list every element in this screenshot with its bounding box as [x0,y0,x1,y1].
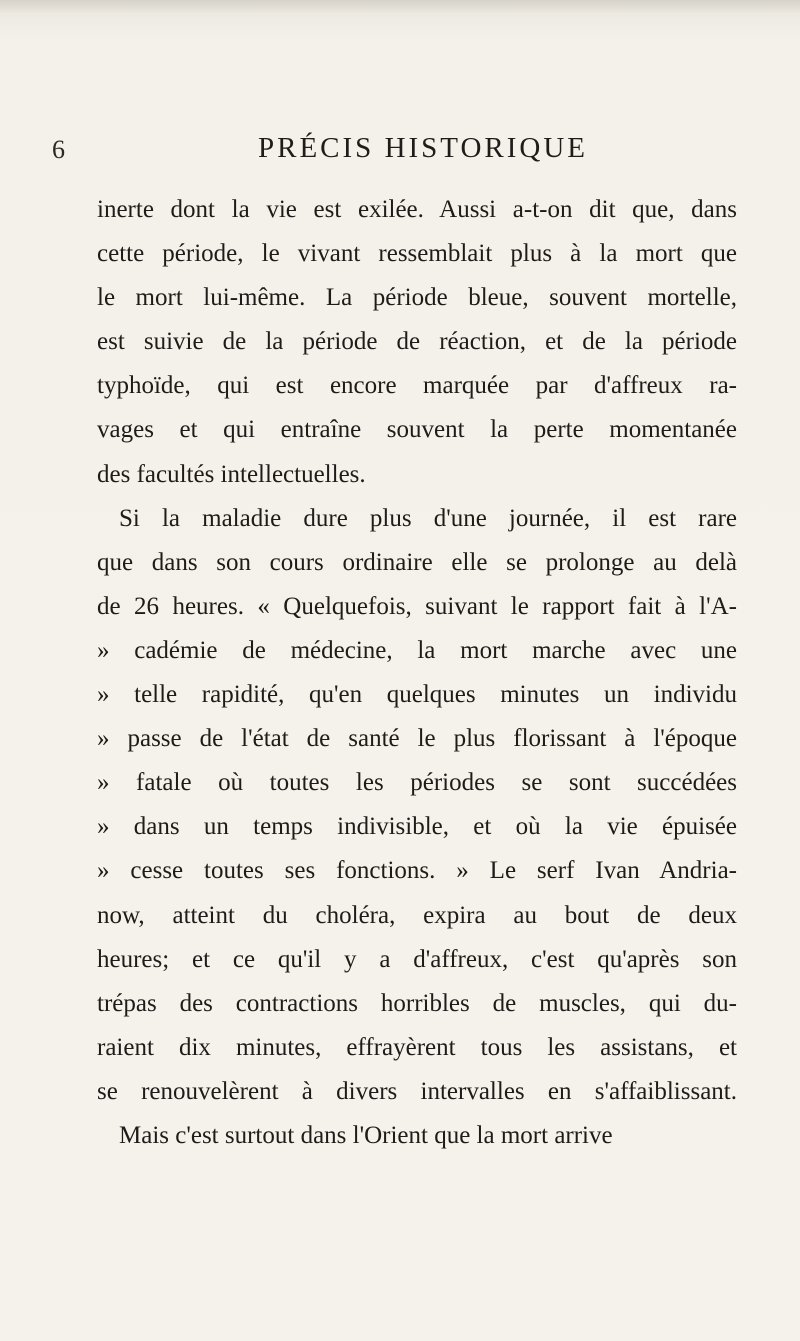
text-line: trépas des contractions horribles de muscles, qui du- [97,989,737,1017]
page-number: 6 [52,135,65,164]
text-line-quote: » cesse toutes ses fonctions. » Le serf Ivan Andria- [97,857,737,885]
text-line: now, atteint du choléra, expira au bout de deux [97,901,737,929]
text-line-paragraph-end: des facultés intellectuelles. [97,460,366,488]
text-line: que dans son cours ordinaire elle se prolonge au delà [97,548,737,576]
text-line: typhoïde, qui est encore marquée par d'affreux ra- [97,372,737,400]
text-line: inerte dont la vie est exilée. Aussi a-t-on dit que, dans [97,196,737,223]
text-line: le mort lui-même. La période bleue, souvent mortelle, [97,284,737,312]
text-line: raient dix minutes, effrayèrent tous les assistans, et [97,1033,737,1061]
text-line-quote: » passe de l'état de santé le plus florissant à l'époque [97,725,737,753]
text-line-paragraph-start: Si la maladie dure plus d'une journée, il est rare [119,504,737,532]
body-text [97,188,737,1158]
running-head-title: PRÉCIS HISTORIQUE [258,132,589,164]
text-line: vages et qui entraîne souvent la perte momentanée [97,416,737,444]
text-line-quote: » dans un temps indivisible, et où la vie épuisée [97,813,737,841]
text-line: est suivie de la période de réaction, et de la période [97,328,737,356]
text-line-quote: » fatale où toutes les périodes se sont succédées [97,769,737,797]
text-line: cette période, le vivant ressemblait plus à la mort que [97,240,737,268]
text-line: se renouvelèrent à divers intervalles en s'affaiblissant. [97,1077,737,1105]
text-line: de 26 heures. « Quelquefois, suivant le rapport fait à l'A- [97,592,737,620]
text-line-paragraph-start: Mais c'est surtout dans l'Orient que la mort arrive [119,1121,613,1149]
text-line-quote: » cadémie de médecine, la mort marche avec une [97,636,737,664]
running-head [0,130,800,170]
text-line: heures; et ce qu'il y a d'affreux, c'est qu'après son [97,945,737,973]
text-line-quote: » telle rapidité, qu'en quelques minutes un individu [97,681,737,709]
